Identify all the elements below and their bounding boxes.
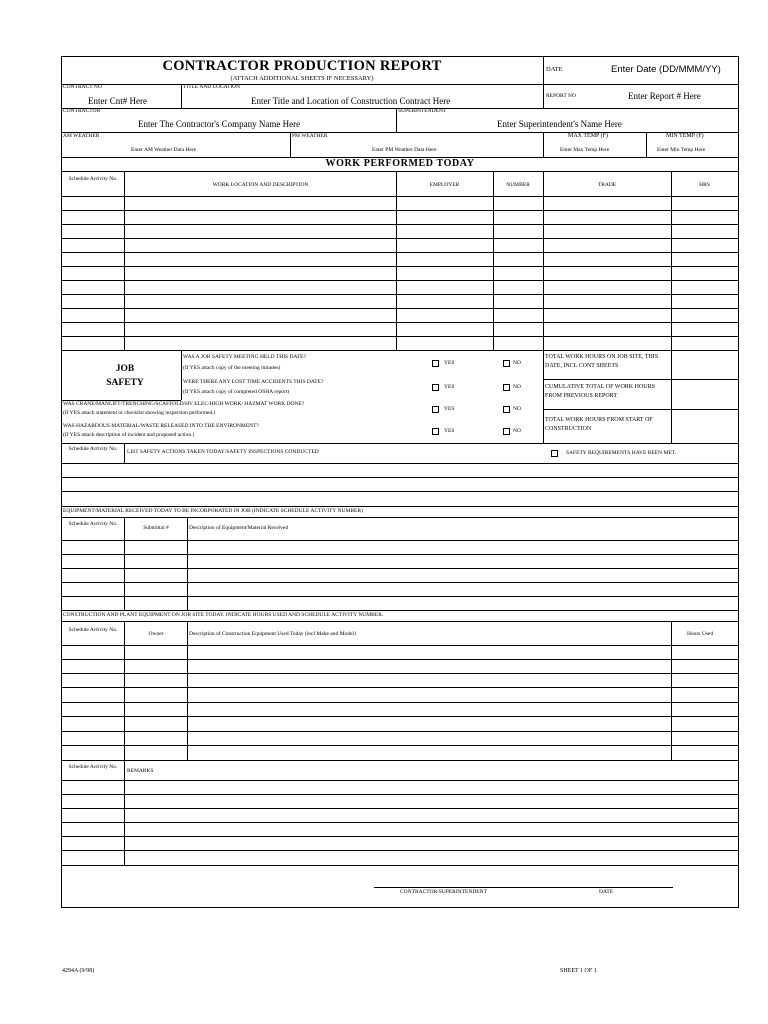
signature-line[interactable] (374, 887, 673, 888)
safety-q3: WAS CRANE/MANLIFT/TRENCHING/SCAFFOLD/HV ELEC/HIGH WORK/ HAZMAT WORK DONE? (63, 401, 305, 407)
contractor-field[interactable]: Enter The Contractor's Company Name Here (138, 119, 301, 129)
safety-q4: WAS HAZARDOUS MATERIAL/WASTE RELEASED INTO THE ENVIRONMENT? (63, 423, 259, 429)
q1-no-checkbox[interactable] (503, 360, 510, 367)
safety-q1-note: (If YES attach copy of the meeting minutes) (183, 365, 281, 371)
safety-q2: WERE THERE ANY LOST TIME ACCIDENTS THIS DATE? (183, 379, 324, 385)
equip-col-submittal: Submittal # (143, 525, 169, 531)
plant-col-description: Description of Construction Equipment Used Today (incl Make and Model) (189, 631, 356, 637)
remarks-col-activity: Schedule Activity No. (68, 764, 118, 770)
am-weather-label: AM WEATHER (63, 133, 100, 139)
pm-weather-label: PM WEATHER (292, 133, 328, 139)
form-title: CONTRACTOR PRODUCTION REPORT (162, 58, 442, 74)
q1-no-label: NO (513, 360, 521, 366)
pm-weather-field[interactable]: Enter PM Weather Data Here (372, 147, 437, 153)
work-col-hrs: HRS (699, 182, 710, 188)
equip-col-activity: Schedule Activity No. (68, 521, 118, 527)
q3-yes-label: YES (444, 406, 455, 412)
plant-col-hours: Hours Used (687, 631, 714, 637)
work-col-number: NUMBER (506, 182, 530, 188)
safety-met-checkbox[interactable] (551, 450, 558, 457)
q3-no-checkbox[interactable] (503, 406, 510, 413)
q3-yes-checkbox[interactable] (432, 406, 439, 413)
min-temp-label: MIN TEMP (F) (666, 133, 704, 139)
safety-met-label: SAFETY REQUIREMENTS HAVE BEEN MET. (566, 450, 677, 456)
safety-actions-col-activity: Schedule Activity No. (68, 446, 118, 452)
hours-total-label: TOTAL WORK HOURS FROM START OF CONSTRUCTION (545, 417, 653, 432)
work-col-trade: TRADE (597, 182, 617, 188)
sheet-number: SHEET 1 OF 1 (560, 968, 597, 974)
contract-no-label: CONTRACT NO (63, 84, 102, 90)
q2-no-checkbox[interactable] (503, 384, 510, 391)
min-temp-field[interactable]: Enter Min Temp Here (657, 147, 706, 153)
q2-yes-label: YES (444, 384, 455, 390)
work-col-location: WORK LOCATION AND DESCRIPTION (212, 182, 309, 188)
safety-q2-note: (If YES attach copy of completed OSHA report) (183, 389, 290, 395)
report-no-field[interactable]: Enter Report # Here (628, 91, 701, 101)
date-label: DATE (546, 66, 563, 73)
signature-label: CONTRACTOR/SUPERINTENDENT (400, 889, 487, 895)
job-safety-title: JOB SAFETY (106, 364, 144, 388)
work-col-employer: EMPLOYER (429, 182, 460, 188)
contractor-label: CONTRACTOR (63, 108, 101, 114)
safety-q4-note: (If YES attach description of incident and proposed action.) (63, 432, 195, 438)
q4-no-label: NO (513, 428, 521, 434)
safety-actions-label: LIST SAFETY ACTIONS TAKEN TODAY/SAFETY INSPECTIONS CONDUCTED (127, 449, 319, 455)
superintendent-label: SUPERINTENDENT (398, 108, 447, 114)
equip-col-description: Description of Equipment/Material Received (189, 525, 289, 531)
superintendent-field[interactable]: Enter Superintendent's Name Here (497, 119, 622, 129)
work-section-title: WORK PERFORMED TODAY (325, 158, 475, 169)
max-temp-label: MAX TEMP (F) (568, 133, 609, 139)
plant-col-activity: Schedule Activity No. (68, 627, 118, 633)
plant-equipment-title: CONSTRUCTION AND PLANT EQUIPMENT ON JOB SITE TODAY. INDICATE HOURS USED AND SCHEDULE ACTIVITY NUMBER. (63, 612, 384, 618)
title-location-field[interactable]: Enter Title and Location of Construction Contract Here (251, 96, 451, 106)
contract-no-field[interactable]: Enter Cnt# Here (88, 96, 147, 106)
am-weather-field[interactable]: Enter AM Weather Data Here (131, 147, 197, 153)
q4-no-checkbox[interactable] (503, 428, 510, 435)
safety-q1: WAS A JOB SAFETY MEETING HELD THIS DATE? (183, 354, 306, 360)
report-no-label: REPORT NO (546, 93, 576, 99)
equipment-received-title: EQUIPMENT/MATERIAL RECEIVED TODAY TO BE INCORPORATED IN JOB (INDICATE SCHEDULE ACTIVITY NUMBER) (63, 508, 363, 514)
max-temp-field[interactable]: Enter Max Temp Here (560, 147, 610, 153)
q3-no-label: NO (513, 406, 521, 412)
title-location-label: TITLE AND LOCATION (183, 84, 241, 90)
hours-today-label: TOTAL WORK HOURS ON JOB SITE, THIS DATE, INCL CONT SHEETS (545, 354, 659, 369)
remarks-label: REMARKS (127, 768, 154, 774)
q4-yes-label: YES (444, 428, 455, 434)
signature-date-label: DATE (599, 889, 614, 895)
plant-col-owner: Owner (148, 631, 164, 637)
q1-yes-checkbox[interactable] (432, 360, 439, 367)
form-subtitle: (ATTACH ADDITIONAL SHEETS IF NECESSARY) (230, 75, 374, 82)
safety-q3-note: (If YES attach statement or checklist showing inspection performed.) (63, 410, 216, 416)
q2-no-label: NO (513, 384, 521, 390)
q4-yes-checkbox[interactable] (432, 428, 439, 435)
form-number: 4294A (9/98) (62, 968, 95, 974)
hours-cumulative-label: CUMULATIVE TOTAL OF WORK HOURS FROM PREVIOUS REPORT (545, 384, 655, 399)
q1-yes-label: YES (444, 360, 455, 366)
q2-yes-checkbox[interactable] (432, 384, 439, 391)
work-col-activity: Schedule Activity No. (68, 176, 118, 182)
date-field[interactable]: Enter Date (DD/MMM/YY) (611, 64, 721, 75)
